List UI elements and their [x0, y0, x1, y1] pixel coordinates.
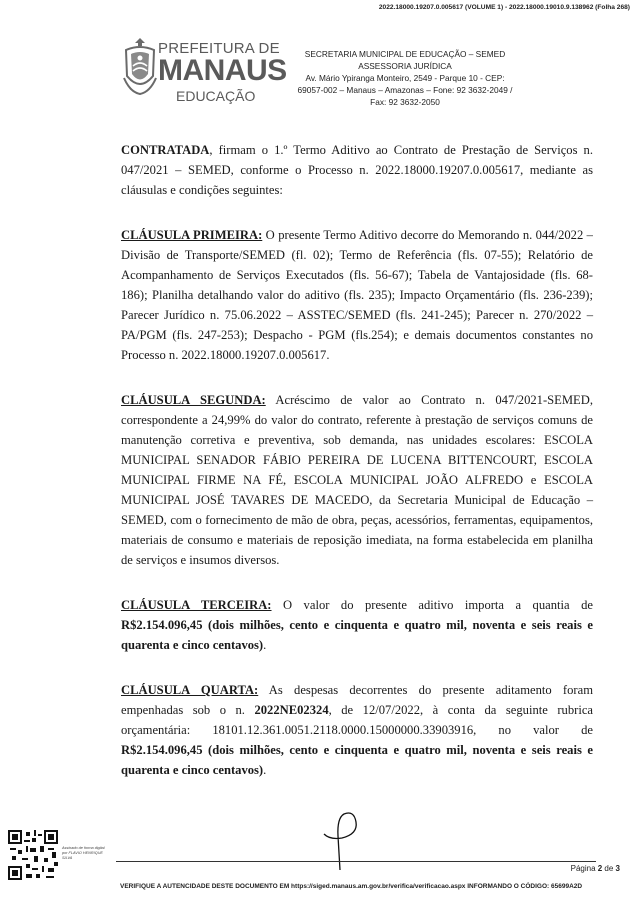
clause-4-end: .: [263, 763, 267, 777]
header-address-1: Av. Mário Ypiranga Monteiro, 2549 - Parque 10 - CEP:: [305, 73, 505, 83]
header-unit: ASSESSORIA JURÍDICA: [358, 61, 452, 71]
page-label: Página: [570, 864, 598, 873]
prefeitura-logo: [122, 36, 287, 108]
clause-4-text-b: , de 12/07/2022, à conta da seguinte rubrica orçamentária: 18101.12.361.0051.2118.0000.15000000.33903916, no valor de: [121, 703, 593, 737]
page-number: [571, 864, 620, 873]
clause-1-text: O presente Termo Aditivo decorre do Memorando n. 044/2022 – Divisão de Transporte/SEMED (fl. 02); Termo de Referência (fls. 07-55); Relatório de Acompanhamento de Serviços Executados (fls. 56-67); Tabela de Vantajosidade (fls. 68-186); Planilha detalhando valor do aditivo (fls. 235); Impacto Orçamentário (fls. 236-239); Parecer Jurídico n. 75.06.2022 – ASSTEC/SEMED (fls. 241-245); Parecer n. 270/2022 – PA/PGM (fls. 247-253); Despacho - PGM (fls.254); e demais documentos constantes no Processo n. 2022.18000.19207.0.005617.: [121, 228, 593, 362]
page-current: 2: [597, 864, 603, 873]
clause-3-end: .: [263, 638, 267, 652]
header-department: SECRETARIA MUNICIPAL DE EDUCAÇÃO – SEMED: [304, 49, 506, 59]
intro-paragraph: [121, 140, 593, 200]
clause-1-title: CLÁUSULA PRIMEIRA:: [121, 228, 263, 242]
digital-signature-note: Assinado de forma digital por FLAVIO HENRIQUE SILVA: [62, 846, 105, 860]
clause-3-amount: R$2.154.096,45 (dois milhões, cento e cinquenta e quatro mil, noventa e seis reais e quarenta e cinco centavos): [121, 618, 593, 652]
qr-code-icon: [8, 830, 58, 880]
document-reference: 2022.18000.19207.0.005617 (VOLUME 1) - 2022.18000.19010.9.138962 (Folha 268): [378, 4, 630, 11]
document-body: [121, 140, 593, 805]
letterhead: [286, 48, 524, 108]
clause-3: [121, 595, 593, 655]
verification-notice: VERIFIQUE A AUTENCIDADE DESTE DOCUMENTO EM https://siged.manaus.am.gov.br/verifica/verificacao.aspx INFORMANDO O CÓDIGO: 65699A2D: [120, 883, 583, 890]
intro-text: , firmam o 1.º Termo Aditivo ao Contrato de Prestação de Serviços n. 047/2021 – SEMED, conforme o Processo n. 2022.18000.19207.0.005617, mediante as cláusulas e condições seguintes:: [121, 143, 593, 197]
intro-lead: CONTRATADA: [121, 143, 210, 157]
clause-2-title: CLÁUSULA SEGUNDA:: [121, 393, 266, 407]
clause-1: [121, 225, 593, 365]
footer-divider: [116, 861, 596, 862]
handwritten-signature: [318, 806, 364, 872]
logo-line-1: PREFEITURA DE: [158, 40, 280, 57]
header-fax: Fax: 92 3632-2050: [370, 97, 440, 107]
clause-4-empenho: 2022NE02324: [254, 703, 329, 717]
clause-2-text: Acréscimo de valor ao Contrato n. 047/2021-SEMED, correspondente a 24,99% do valor do contrato, referente à prestação de serviços comuns de manutenção corretiva e preventiva, sob demanda, nas unidades escolares: ESCOLA MUNICIPAL SENADOR FÁBIO PEREIRA DE LUCENA BITTENCOURT, ESCOLA MUNICIPAL FIRME NA FÉ, ESCOLA MUNICIPAL JOÃO ALFREDO e ESCOLA MUNICIPAL JOSÉ TAVARES DE MACEDO, da Secretaria Municipal de Educação – SEMED, com o fornecimento de mão de obra, peças, acessórios, ferramentas, equipamentos, materiais de consumo e materiais de reposição imediata, na forma estabelecida em planilha de serviços e insumos diversos.: [121, 393, 593, 567]
page-total: 3: [615, 864, 620, 873]
clause-4-text-a: As despesas decorrentes do presente aditamento foram empenhadas sob o n.: [121, 683, 594, 717]
logo-line-3: EDUCAÇÃO: [176, 88, 256, 104]
header-address-2: 69057-002 – Manaus – Amazonas – Fone: 92 3632-2049 /: [297, 85, 513, 95]
logo-line-2: MANAUS: [158, 54, 287, 87]
clause-3-title: CLÁUSULA TERCEIRA:: [121, 598, 272, 612]
clause-4-title: CLÁUSULA QUARTA:: [121, 683, 259, 697]
city-seal-icon: [122, 36, 158, 96]
page-separator: de: [602, 864, 616, 873]
clause-4: [121, 680, 593, 780]
clause-4-amount: R$2.154.096,45 (dois milhões, cento e cinquenta e quatro mil, noventa e seis reais e quarenta e cinco centavos): [121, 743, 593, 777]
clause-3-text: O valor do presente aditivo importa a quantia de: [271, 598, 593, 612]
clause-2: [121, 390, 593, 570]
